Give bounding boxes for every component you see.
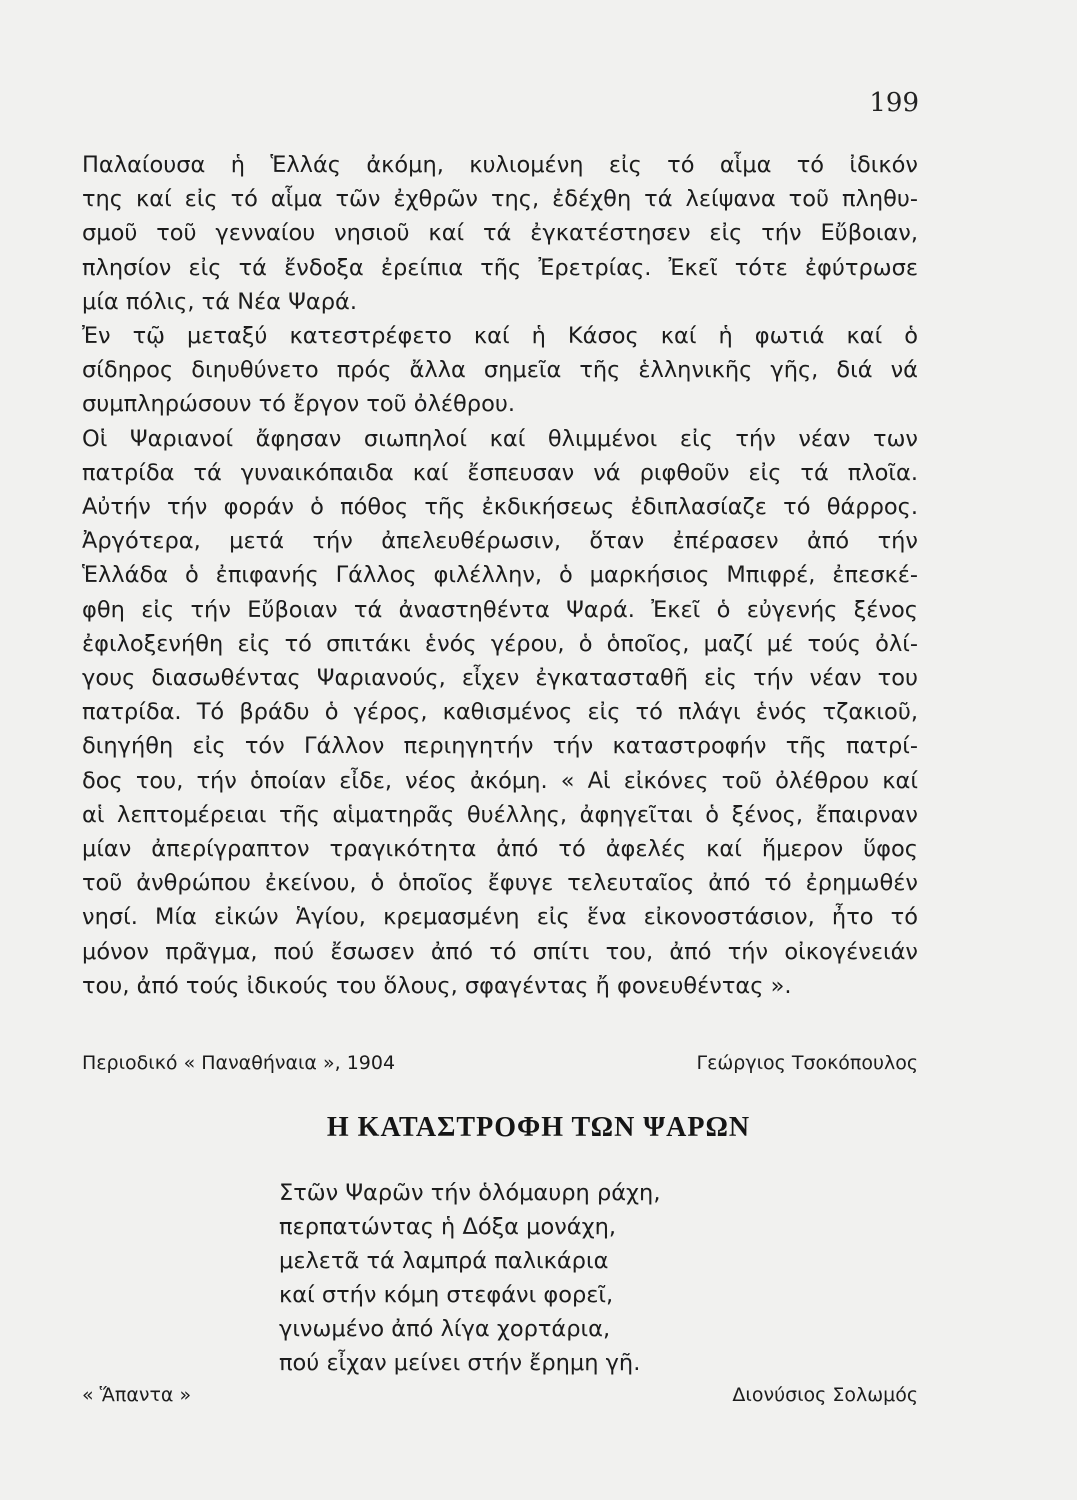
- prose-line: Ἐν τῷ μεταξύ κατεστρέφετο καί ἡ Κάσος καί ἡ φωτιά καί ὁ: [82, 323, 918, 350]
- poem-stanza: [279, 1176, 660, 1380]
- prose-line: γους διασωθέντας Ψαριανούς, εἶχεν ἐγκατασταθῆ εἰς τήν νέαν του: [82, 665, 918, 692]
- prose-line: σμοῦ τοῦ γενναίου νησιοῦ καί τά ἐγκατέστησεν εἰς τήν Εὔβοιαν,: [82, 220, 918, 247]
- source-publication: Περιοδικό « Παναθήναια », 1904: [82, 1052, 396, 1074]
- page-number: 199: [869, 88, 919, 118]
- prose-line: Ἑλλάδα ὁ ἐπιφανής Γάλλος φιλέλλην, ὁ μαρκήσιος Μπιφρέ, ἐπεσκέ-: [82, 562, 918, 589]
- poem-title: Η ΚΑΤΑΣΤΡΟΦΗ ΤΩΝ ΨΑΡΩΝ: [326, 1112, 751, 1143]
- prose-line: δος του, τήν ὁποίαν εἶδε, νέος ἀκόμη. « Αἱ εἰκόνες τοῦ ὀλέθρου καί: [82, 767, 918, 794]
- prose-line: πατρίδα. Τό βράδυ ὁ γέρος, καθισμένος εἰς τό πλάγι ἑνός τζακιοῦ,: [82, 699, 918, 726]
- source-author: Γεώργιος Τσοκόπουλος: [696, 1052, 918, 1074]
- prose-line: τοῦ ἀνθρώπου ἐκείνου, ὁ ὁποῖος ἔφυγε τελευταῖος ἀπό τό ἐρημωθέν: [82, 870, 918, 897]
- prose-line: μίαν ἀπερίγραπτον τραγικότητα ἀπό τό ἀφελές καί ἥμερον ὕφος: [82, 836, 918, 863]
- prose-line: Ἀργότερα, μετά τήν ἀπελευθέρωσιν, ὅταν ἐπέρασεν ἀπό τήν: [82, 528, 918, 555]
- poem-line: πού εἶχαν μείνει στήν ἔρημη γῆ.: [279, 1350, 641, 1376]
- prose-line: αἱ λεπτομέρειαι τῆς αἱματηρᾶς θυέλλης, ἀφηγεῖται ὁ ξένος, ἔπαιρναν: [82, 801, 918, 828]
- prose-line: πατρίδα τά γυναικόπαιδα καί ἔσπευσαν νά ριφθοῦν εἰς τά πλοῖα.: [82, 459, 918, 486]
- poem-line: Στῶν Ψαρῶν τήν ὁλόμαυρη ράχη,: [279, 1180, 661, 1206]
- prose-line: Παλαίουσα ἡ Ἑλλάς ἀκόμη, κυλιομένη εἰς τό αἷμα τό ἰδικόν: [82, 152, 918, 178]
- prose-body: [82, 148, 918, 1003]
- poem-line: περπατώντας ἡ Δόξα μονάχη,: [279, 1214, 617, 1240]
- prose-line: νησί. Μία εἰκών Ἁγίου, κρεμασμένη εἰς ἕνα εἰκονοστάσιον, ἦτο τό: [82, 904, 918, 931]
- prose-line: φθη εἰς τήν Εὔβοιαν τά ἀναστηθέντα Ψαρά. Ἐκεῖ ὁ εὐγενής ξένος: [82, 596, 918, 623]
- prose-line: μόνον πρᾶγμα, πού ἔσωσεν ἀπό τό σπίτι του, ἀπό τήν οἰκογένειάν: [82, 938, 918, 965]
- poem-collection: « Ἅπαντα »: [82, 1384, 192, 1406]
- prose-line: διηγήθη εἰς τόν Γάλλον περιηγητήν τήν καταστροφήν τῆς πατρί-: [82, 733, 918, 760]
- prose-line: του, ἀπό τούς ἰδικούς του ὅλους, σφαγέντας ἤ φονευθέντας ».: [82, 972, 792, 999]
- prose-line: συμπληρώσουν τό ἔργον τοῦ ὀλέθρου.: [82, 391, 516, 418]
- prose-line: σίδηρος διηυθύνετο πρός ἄλλα σημεῖα τῆς ἑλληνικῆς γῆς, διά νά: [82, 357, 918, 384]
- prose-source: [82, 1048, 918, 1078]
- prose-line: της καί εἰς τό αἷμα τῶν ἐχθρῶν της, ἐδέχθη τά λείψανα τοῦ πληθυ-: [82, 186, 918, 213]
- poem-line: γινωμένο ἀπό λίγα χορτάρια,: [279, 1316, 611, 1342]
- prose-line: μία πόλις, τά Νέα Ψαρά.: [82, 288, 357, 315]
- prose-line: πλησίον εἰς τά ἔνδοξα ἐρείπια τῆς Ἐρετρίας. Ἐκεῖ τότε ἐφύτρωσε: [82, 254, 918, 281]
- poem-line: καί στήν κόμη στεφάνι φορεῖ,: [279, 1282, 614, 1308]
- poem-author: Διονύσιος Σολωμός: [732, 1384, 918, 1406]
- prose-line: ἐφιλοξενήθη εἰς τό σπιτάκι ἑνός γέρου, ὁ ὁποῖος, μαζί μέ τούς ὀλί-: [82, 630, 918, 657]
- poem-line: μελετᾶ τά λαμπρά παλικάρια: [279, 1248, 609, 1274]
- poem-credit: [82, 1380, 918, 1410]
- prose-line: Οἱ Ψαριανοί ἄφησαν σιωπηλοί καί θλιμμένοι εἰς τήν νέαν των: [82, 425, 918, 452]
- prose-line: Αὐτήν τήν φοράν ὁ πόθος τῆς ἐκδικήσεως ἐδιπλασίαζε τό θάρρος.: [82, 494, 918, 521]
